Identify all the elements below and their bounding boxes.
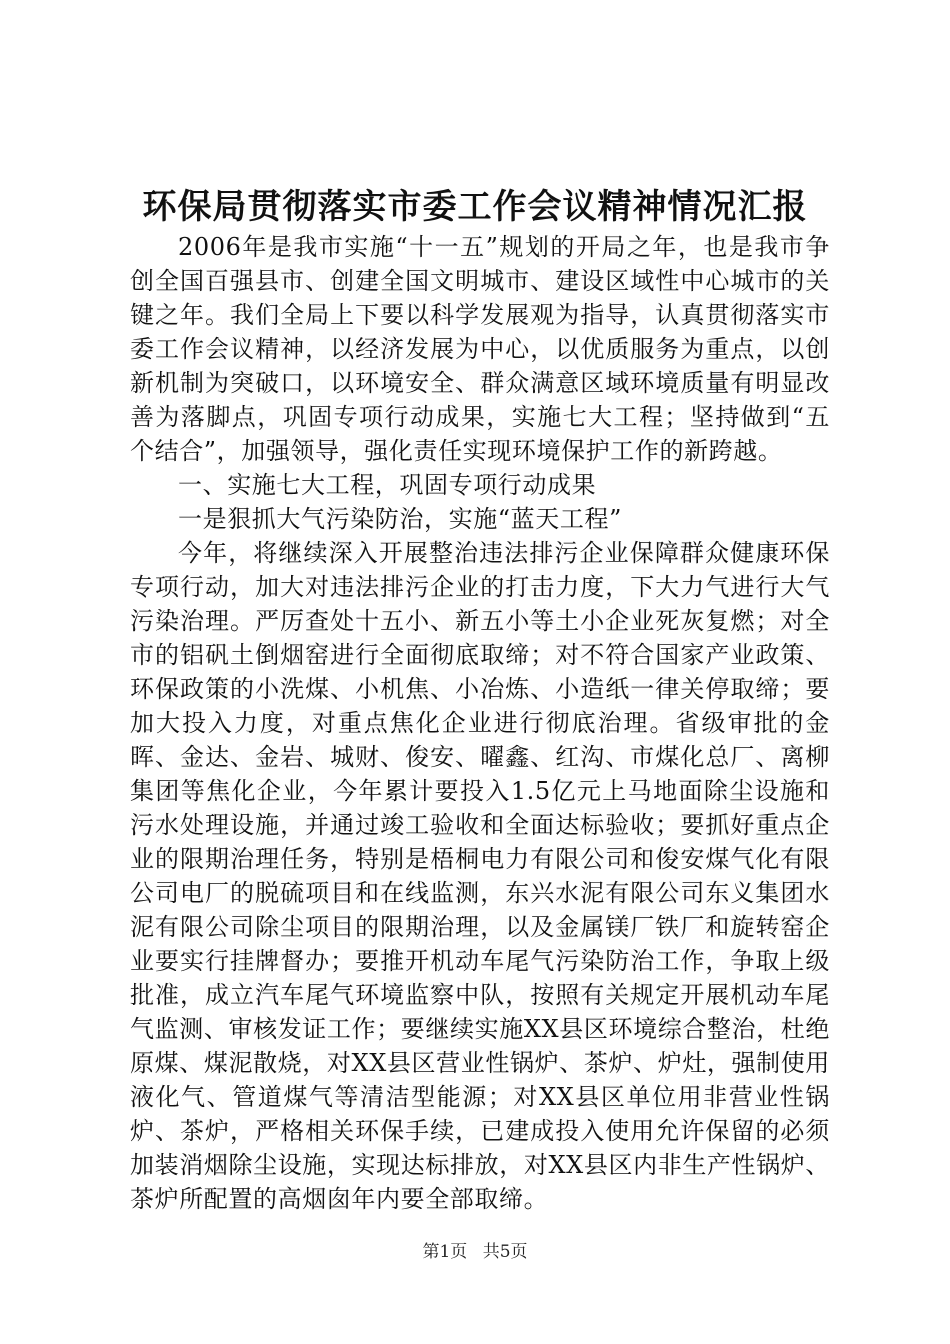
- page-footer: [0, 1240, 950, 1264]
- document-title: 环保局贯彻落实市委工作会议精神情况汇报: [142, 187, 808, 227]
- page-total: 共5页: [482, 1242, 528, 1262]
- document-body: [130, 230, 830, 1216]
- paragraph-air-pollution-detail: 今年，将继续深入开展整治违法排污企业保障群众健康环保专项行动，加大对违法排污企业的打击力度，下大力气进行大气污染治理。严厉查处十五小、新五小等土小企业死灰复燃；对全市的铝矾土倒烟窑进行全面彻底取缔；对不符合国家产业政策、环保政策的小洗煤、小机焦、小冶炼、小造纸一律关停取缔；要加大投入力度，对重点焦化企业进行彻底治理。省级审批的金晖、金达、金岩、城财、俊安、曜鑫、红沟、市煤化总厂、离柳集团等焦化企业，今年累计要投入1.5亿元上马地面除尘设施和污水处理设施，并通过竣工验收和全面达标验收；要抓好重点企业的限期治理任务，特别是梧桐电力有限公司和俊安煤气化有限公司电厂的脱硫项目和在线监测，东兴水泥有限公司东义集团水泥有限公司除尘项目的限期治理，以及金属镁厂铁厂和旋转窑企业要实行挂牌督办；要推开机动车尾气污染防治工作，争取上级批准，成立汽车尾气环境监察中队，按照有关规定开展机动车尾气监测、审核发证工作；要继续实施XX县区环境综合整治，杜绝原煤、煤泥散烧，对XX县区营业性锅炉、茶炉、炉灶，强制使用液化气、管道煤气等清洁型能源；对XX县区单位用非营业性锅炉、茶炉，严格相关环保手续，已建成投入使用允许保留的必须加装消烟除尘设施，实现达标排放，对XX县区内非生产性锅炉、茶炉所配置的高烟囱年内要全部取缔。: [130, 539, 830, 1213]
- page-number: 第1页: [422, 1242, 468, 1262]
- paragraph-intro: 2006年是我市实施“十一五”规划的开局之年，也是我市争创全国百强县市、创建全国文明城市、建设区域性中心城市的关键之年。我们全局上下要以科学发展观为指导，认真贯彻落实市委工作会议精神，以经济发展为中心，以优质服务为重点，以创新机制为突破口，以环境安全、群众满意区域环境质量有明显改善为落脚点，巩固专项行动成果，实施七大工程；坚持做到“五个结合”，加强领导，强化责任实现环境保护工作的新跨越。: [130, 233, 830, 465]
- paragraph-section-heading: 一、实施七大工程，巩固专项行动成果: [178, 471, 597, 499]
- paragraph-subsection-heading: 一是狠抓大气污染防治，实施“蓝天工程”: [178, 505, 622, 533]
